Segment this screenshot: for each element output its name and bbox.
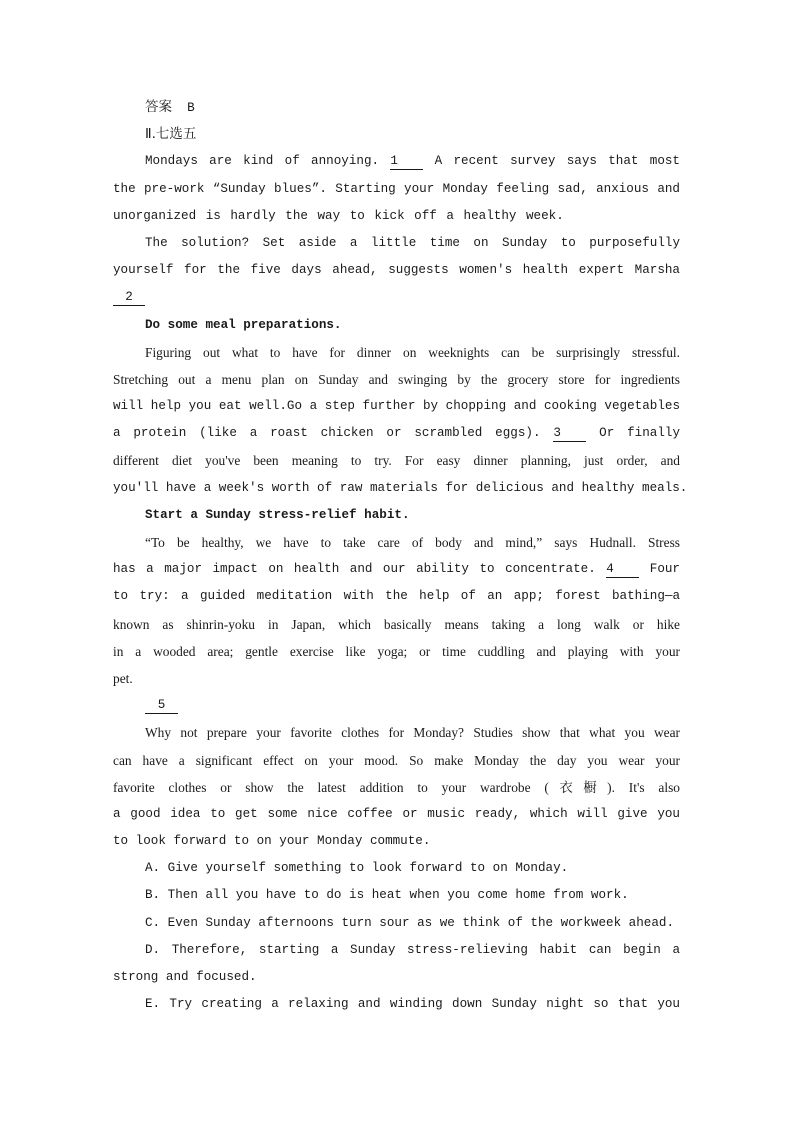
blank-5[interactable]: 5 bbox=[145, 698, 178, 714]
paragraph-line: different diet you've been meaning to try. For easy dinner planning, just order, and bbox=[113, 453, 680, 469]
blank-2[interactable]: 2 bbox=[113, 290, 145, 306]
answer-label: 答案 bbox=[145, 99, 172, 115]
paragraph-line: to try: a guided meditation with the help of an app; forest bathing—a bbox=[113, 589, 680, 604]
paragraph-line: known as shinrin-yoku in Japan, which basically means taking a long walk or hike bbox=[113, 616, 680, 632]
option-a: A. Give yourself something to look forward to on Monday. bbox=[145, 861, 569, 876]
paragraph-line: you'll have a week's worth of raw materials for delicious and healthy meals. bbox=[113, 480, 688, 495]
paragraph-line: will help you eat well.Go a step further by chopping and cooking vegetables bbox=[113, 399, 680, 414]
paragraph-line: “To be healthy, we have to take care of body and mind,” says Hudnall. Stress bbox=[145, 535, 680, 550]
paragraph-line: Mondays are kind of annoying. 1 A recent survey says that most bbox=[145, 154, 680, 169]
paragraph-line: in a wooded area; gentle exercise like yoga; or time cuddling and playing with your bbox=[113, 643, 680, 659]
paragraph-line: pet. bbox=[113, 670, 133, 686]
answer-line bbox=[113, 94, 680, 121]
paragraph-line: Figuring out what to have for dinner on weeknights can be surprisingly stressful. bbox=[145, 344, 680, 360]
option-d: D. Therefore, starting a Sunday stress-relieving habit can begin a bbox=[145, 942, 680, 957]
blank-4[interactable]: 4 bbox=[606, 562, 639, 578]
blank-1[interactable]: 1 bbox=[390, 154, 423, 170]
heading-stress-relief: Start a Sunday stress-relief habit. bbox=[145, 507, 410, 522]
answer-value: B bbox=[187, 101, 195, 115]
paragraph-line: a protein (like a roast chicken or scrambled eggs). 3 Or finally bbox=[113, 426, 680, 441]
paragraph-line: the pre-work “Sunday blues”. Starting your Monday feeling sad, anxious and bbox=[113, 181, 680, 196]
paragraph-line: Why not prepare your favorite clothes for Monday? Studies show that what you wear bbox=[145, 725, 680, 741]
paragraph-line: unorganized is hardly the way to kick off a healthy week. bbox=[113, 208, 564, 223]
paragraph-line: to look forward to on your Monday commute. bbox=[113, 834, 431, 849]
paragraph-line: The solution? Set aside a little time on Sunday to purposefully bbox=[145, 235, 680, 250]
option-e: E. Try creating a relaxing and winding down Sunday night so that you bbox=[145, 997, 680, 1012]
option-d-continued: strong and focused. bbox=[113, 970, 257, 984]
heading-meal-preparations: Do some meal preparations. bbox=[145, 317, 342, 332]
paragraph-line: can have a significant effect on your mood. So make Monday the day you wear your bbox=[113, 752, 680, 768]
option-c: C. Even Sunday afternoons turn sour as we think of the workweek ahead. bbox=[145, 915, 675, 930]
paragraph-line: yourself for the five days ahead, suggests women's health expert Marsha bbox=[113, 263, 680, 278]
paragraph-line: has a major impact on health and our ability to concentrate. 4 Four bbox=[113, 562, 680, 577]
blank-3[interactable]: 3 bbox=[553, 426, 586, 442]
paragraph-line: Stretching out a menu plan on Sunday and swinging by the grocery store for ingredients bbox=[113, 371, 680, 387]
paragraph-line bbox=[113, 284, 680, 311]
paragraph-line: a good idea to get some nice coffee or music ready, which will give you bbox=[113, 806, 680, 821]
option-b: B. Then all you have to do is heat when you come home from work. bbox=[145, 888, 629, 903]
paragraph-line: favorite clothes or show the latest addition to your wardrobe (衣橱). It's also bbox=[113, 779, 680, 795]
section-title: Ⅱ.七选五 bbox=[145, 126, 197, 143]
document-content bbox=[113, 94, 688, 1018]
paragraph-line bbox=[113, 692, 680, 719]
